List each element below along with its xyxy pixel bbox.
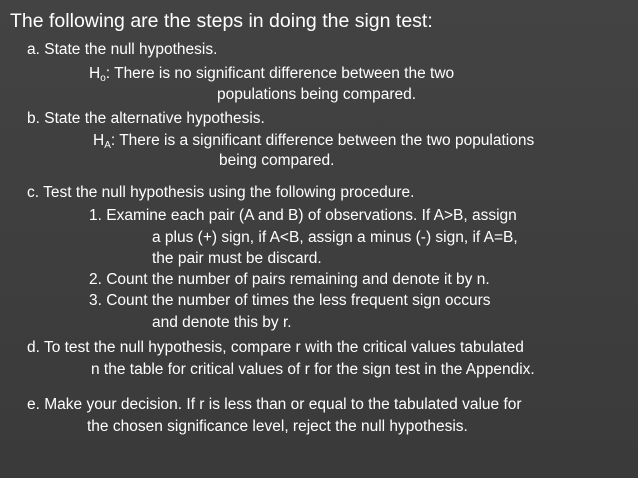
alternative-hypothesis-subscript: A [104, 140, 111, 151]
step-c-heading: c. Test the null hypothesis using the following procedure. [27, 184, 415, 201]
step-b-heading: b. State the alternative hypothesis. [27, 110, 265, 127]
procedure-step-3-line-1: 3. Count the number of times the less frequent sign occurs [89, 292, 491, 309]
step-d-line-1: d. To test the null hypothesis, compare r with the critical values tabulated [27, 339, 524, 356]
step-e-line-1: e. Make your decision. If r is less than or equal to the tabulated value for [27, 396, 522, 413]
alternative-hypothesis-line [93, 132, 534, 150]
null-hypothesis-continuation: populations being compared. [217, 86, 417, 103]
null-hypothesis-line [89, 65, 454, 83]
procedure-step-1-line-2: a plus (+) sign, if A<B, assign a minus (-) sign, if A=B, [152, 229, 518, 246]
procedure-step-1-line-3: the pair must be discard. [152, 250, 322, 267]
procedure-step-1-line-1: 1. Examine each pair (A and B) of observations. If A>B, assign [89, 207, 517, 224]
step-a-heading: a. State the null hypothesis. [27, 41, 218, 58]
step-d-line-2: n the table for critical values of r for the sign test in the Appendix. [91, 361, 535, 378]
alternative-hypothesis-continuation: being compared. [219, 152, 335, 169]
procedure-step-3-line-2: and denote this by r. [152, 314, 292, 331]
null-hypothesis-subscript: o [100, 73, 106, 84]
alternative-hypothesis-symbol: H [93, 132, 105, 149]
alternative-hypothesis-text: : There is a significant difference between the two populations [110, 132, 535, 149]
step-e-line-2: the chosen significance level, reject the null hypothesis. [87, 418, 468, 435]
null-hypothesis-symbol: H [89, 65, 101, 82]
null-hypothesis-text: : There is no significant difference between the two [105, 65, 455, 82]
slide-title: The following are the steps in doing the sign test: [10, 10, 433, 32]
procedure-step-2: 2. Count the number of pairs remaining and denote it by n. [89, 271, 490, 288]
